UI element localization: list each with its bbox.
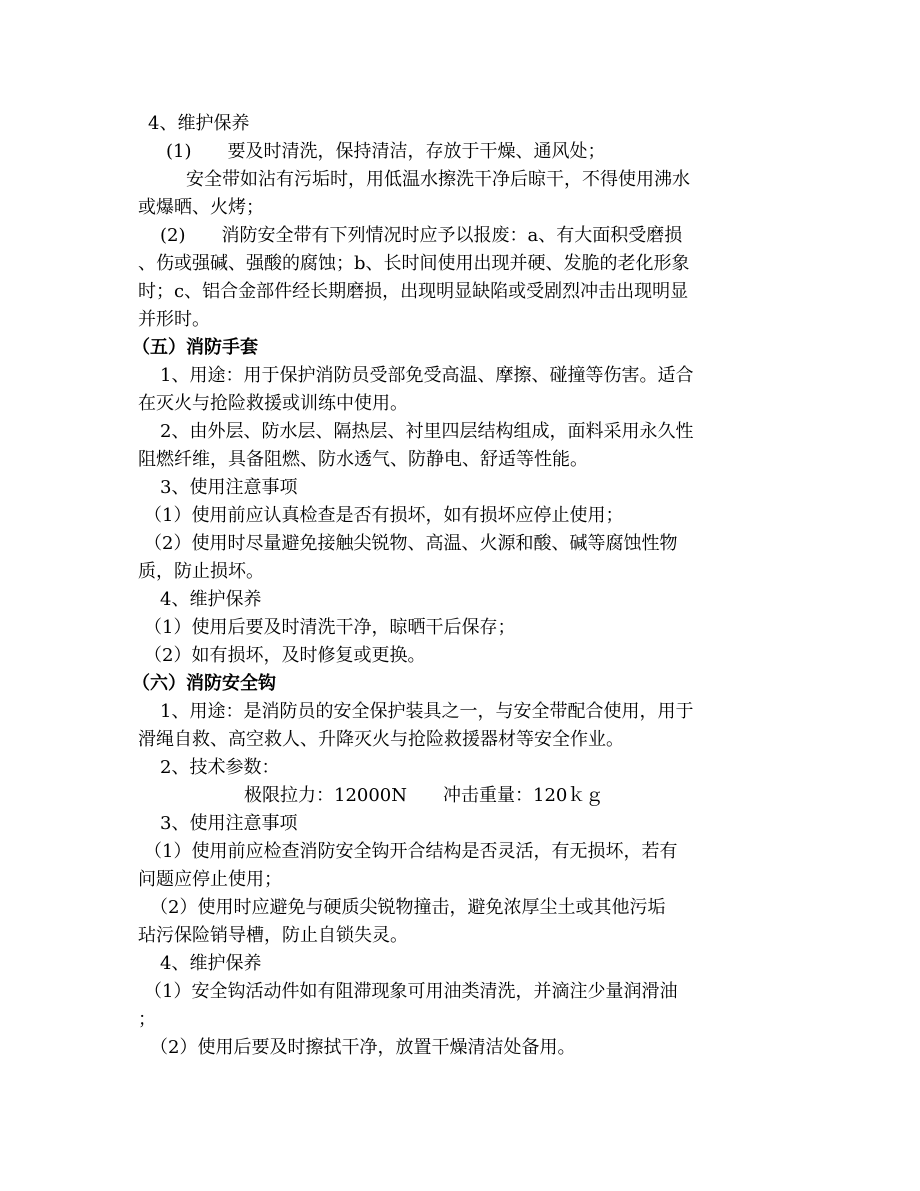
list-item: 2、由外层、防水层、隔热层、衬里四层结构组成，面料采用永久性	[160, 421, 694, 442]
list-item: （1）使用前应检查消防安全钩开合结构是否灵活，有无损坏，若有	[144, 841, 678, 862]
paragraph-text: 或爆晒、火烤；	[138, 197, 264, 218]
section-heading: 4、维护保养	[160, 589, 262, 610]
list-item: （2）使用后要及时擦拭干净，放置干燥清洁处备用。	[150, 1037, 576, 1058]
list-item: （2）使用时应避免与硬质尖锐物撞击，避免浓厚尘土或其他污垢	[150, 897, 666, 918]
section-heading: 2、技术参数：	[160, 757, 280, 778]
list-item: (2) 消防安全带有下列情况时应予以报废：a、有大面积受磨损	[160, 225, 683, 246]
paragraph-text: 在灭火与抢险救援或训练中使用。	[138, 393, 408, 414]
section-heading: 3、使用注意事项	[160, 813, 298, 834]
list-item: （2）使用时尽量避免接触尖锐物、高温、火源和酸、碱等腐蚀性物	[144, 533, 678, 554]
list-item: （1）使用后要及时清洗干净，晾晒干后保存；	[144, 617, 516, 638]
chapter-heading: （五）消防手套	[132, 337, 258, 358]
paragraph-text: 质，防止损坏。	[138, 561, 264, 582]
list-item: （2）如有损坏，及时修复或更换。	[144, 645, 426, 666]
list-item: （1）使用前应认真检查是否有损坏，如有损坏应停止使用；	[144, 505, 624, 526]
list-item: (1) 要及时清洗，保持清洁，存放于干燥、通风处；	[166, 141, 606, 162]
section-heading: 4、维护保养	[160, 953, 262, 974]
paragraph-text: 安全带如沾有污垢时，用低温水擦洗干净后晾干，不得使用沸水	[186, 169, 690, 190]
paragraph-text: 问题应停止使用；	[138, 869, 282, 890]
paragraph-text: 阻燃纤维，具备阻燃、防水透气、防静电、舒适等性能。	[138, 449, 588, 470]
paragraph-text: 时；c、铝合金部件经长期磨损，出现明显缺陷或受剧烈冲击出现明显	[138, 281, 689, 302]
section-heading: 4、维护保养	[148, 113, 250, 134]
parameter-text: 极限拉力：12000N 冲击重量：120ｋｇ	[244, 785, 604, 806]
paragraph-text: ；	[138, 1009, 156, 1030]
paragraph-text: 滑绳自救、高空救人、升降灭火与抢险救援器材等安全作业。	[138, 729, 624, 750]
section-heading: 3、使用注意事项	[160, 477, 298, 498]
chapter-heading: （六）消防安全钩	[132, 673, 276, 694]
paragraph-text: 、伤或强碱、强酸的腐蚀；b、长时间使用出现并硬、发脆的老化形象	[138, 253, 690, 274]
list-item: 1、用途：用于保护消防员受部免受高温、摩擦、碰撞等伤害。适合	[160, 365, 694, 386]
paragraph-text: 玷污保险销导槽，防止自锁失灵。	[138, 925, 408, 946]
list-item: 1、用途：是消防员的安全保护装具之一，与安全带配合使用，用于	[160, 701, 694, 722]
list-item: （1）安全钩活动件如有阻滞现象可用油类清洗，并滴注少量润滑油	[144, 981, 678, 1002]
paragraph-text: 并形时。	[138, 309, 210, 330]
